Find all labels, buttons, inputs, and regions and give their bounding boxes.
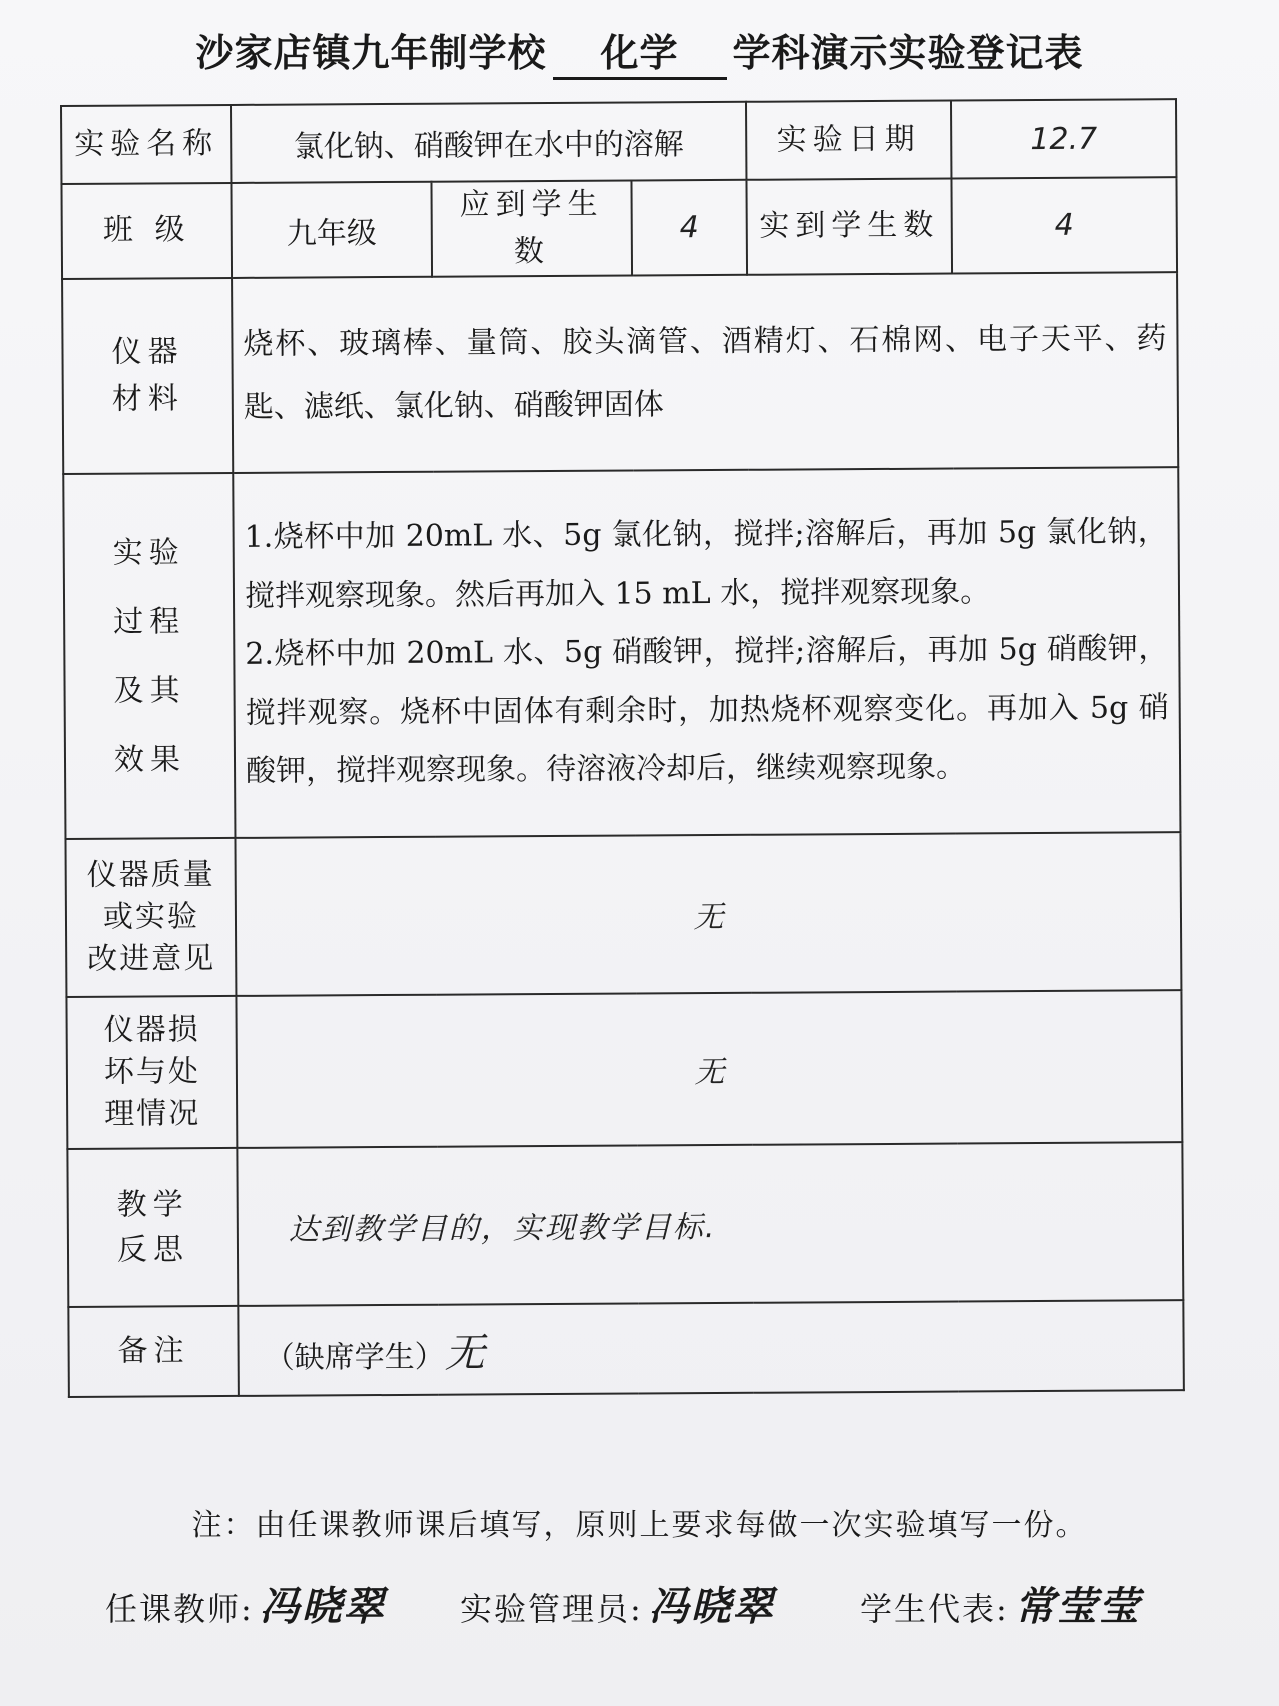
reflection-label-line1: 教学 <box>116 1187 189 1223</box>
admin-label: 实验管理员: <box>460 1590 643 1628</box>
student-label: 学生代表: <box>860 1590 1009 1628</box>
process-label-line2: 过程 <box>113 603 186 640</box>
signature-row <box>105 1575 1205 1655</box>
row-remarks <box>68 1300 1184 1397</box>
actual-students-value: 4 <box>951 177 1177 273</box>
date-label: 实验日期 <box>746 101 951 180</box>
footer-note: 注：由任课教师课后填写，原则上要求每做一次实验填写一份。 <box>191 1508 1088 1543</box>
admin-signature <box>460 1575 775 1632</box>
quality-label-line1: 仪器质量 <box>86 857 215 893</box>
date-value: 12.7 <box>951 99 1176 178</box>
page-title <box>0 22 1279 80</box>
expected-students-label: 应到学生数 <box>431 181 632 277</box>
damage-value: 无 <box>236 990 1182 1148</box>
experiment-name-label: 实验名称 <box>61 105 231 184</box>
reflection-value: 达到教学目的，实现教学目标. <box>237 1142 1183 1306</box>
admin-signature-handwritten: 冯晓翠 <box>648 1584 775 1630</box>
class-label: 班 级 <box>61 183 232 279</box>
experiment-name-value: 氯化钠、硝酸钾在水中的溶解 <box>231 102 746 183</box>
registration-table <box>60 98 1185 1398</box>
title-school: 沙家店镇九年制学校 <box>195 31 547 75</box>
process-label-line3: 及其 <box>113 672 186 709</box>
quality-value: 无 <box>235 832 1181 996</box>
row-quality <box>65 832 1181 997</box>
class-value: 九年级 <box>231 182 432 278</box>
materials-label <box>62 278 233 474</box>
title-subject: 化学 <box>553 22 727 80</box>
damage-label <box>66 996 237 1149</box>
remarks-prefix: （缺席学生） <box>264 1339 445 1376</box>
reflection-label <box>67 1148 238 1307</box>
materials-value: 烧杯、玻璃棒、量筒、胶头滴管、酒精灯、石棉网、电子天平、药匙、滤纸、氯化钠、硝酸钾固体 <box>232 272 1178 473</box>
row-reflection <box>67 1142 1183 1307</box>
damage-label-line1: 仪器损 <box>103 1012 200 1048</box>
row-damage <box>66 990 1182 1149</box>
row-class <box>61 177 1177 279</box>
teacher-signature-handwritten: 冯晓翠 <box>259 1584 386 1630</box>
process-step-2: 2.烧杯中加 20mL 水、5g 硝酸钾，搅拌;溶解后，再加 5g 硝酸钾，搅拌观察。烧杯中固体有剩余时，加热烧杯观察变化。再加入 5g 硝酸钾，搅拌观察现象。待溶液冷却后，继续观察现象。 <box>245 631 1169 790</box>
student-signature <box>860 1575 1141 1632</box>
remarks-value <box>238 1300 1184 1396</box>
process-value <box>233 467 1180 838</box>
title-suffix: 学科演示实验登记表 <box>732 31 1084 75</box>
process-step-1: 1.烧杯中加 20mL 水、5g 氯化钠，搅拌;溶解后，再加 5g 氯化钠，搅拌观察现象。然后再加入 15 mL 水，搅拌观察现象。 <box>244 514 1168 614</box>
damage-label-line3: 理情况 <box>104 1096 201 1132</box>
materials-label-line2: 材料 <box>111 380 184 417</box>
actual-students-label: 实到学生数 <box>746 179 952 275</box>
damage-label-line2: 坏与处 <box>103 1054 201 1090</box>
process-label-line4: 效果 <box>113 741 187 778</box>
row-process <box>63 467 1180 839</box>
reflection-label-line2: 反思 <box>116 1232 190 1268</box>
process-label-line1: 实验 <box>112 534 185 571</box>
row-experiment-name <box>61 99 1176 184</box>
remarks-label: 备注 <box>68 1306 239 1397</box>
process-label <box>63 473 235 839</box>
quality-label-line2: 或实验 <box>102 899 200 935</box>
row-materials <box>62 272 1178 474</box>
materials-label-line1: 仪器 <box>111 334 184 370</box>
student-signature-handwritten: 常莹莹 <box>1014 1584 1141 1630</box>
quality-label <box>65 838 236 997</box>
quality-label-line3: 改进意见 <box>87 941 216 977</box>
teacher-signature <box>105 1575 386 1632</box>
expected-students-value: 4 <box>631 180 747 276</box>
remarks-handwritten: 无 <box>444 1329 485 1377</box>
teacher-label: 任课教师: <box>105 1590 254 1628</box>
